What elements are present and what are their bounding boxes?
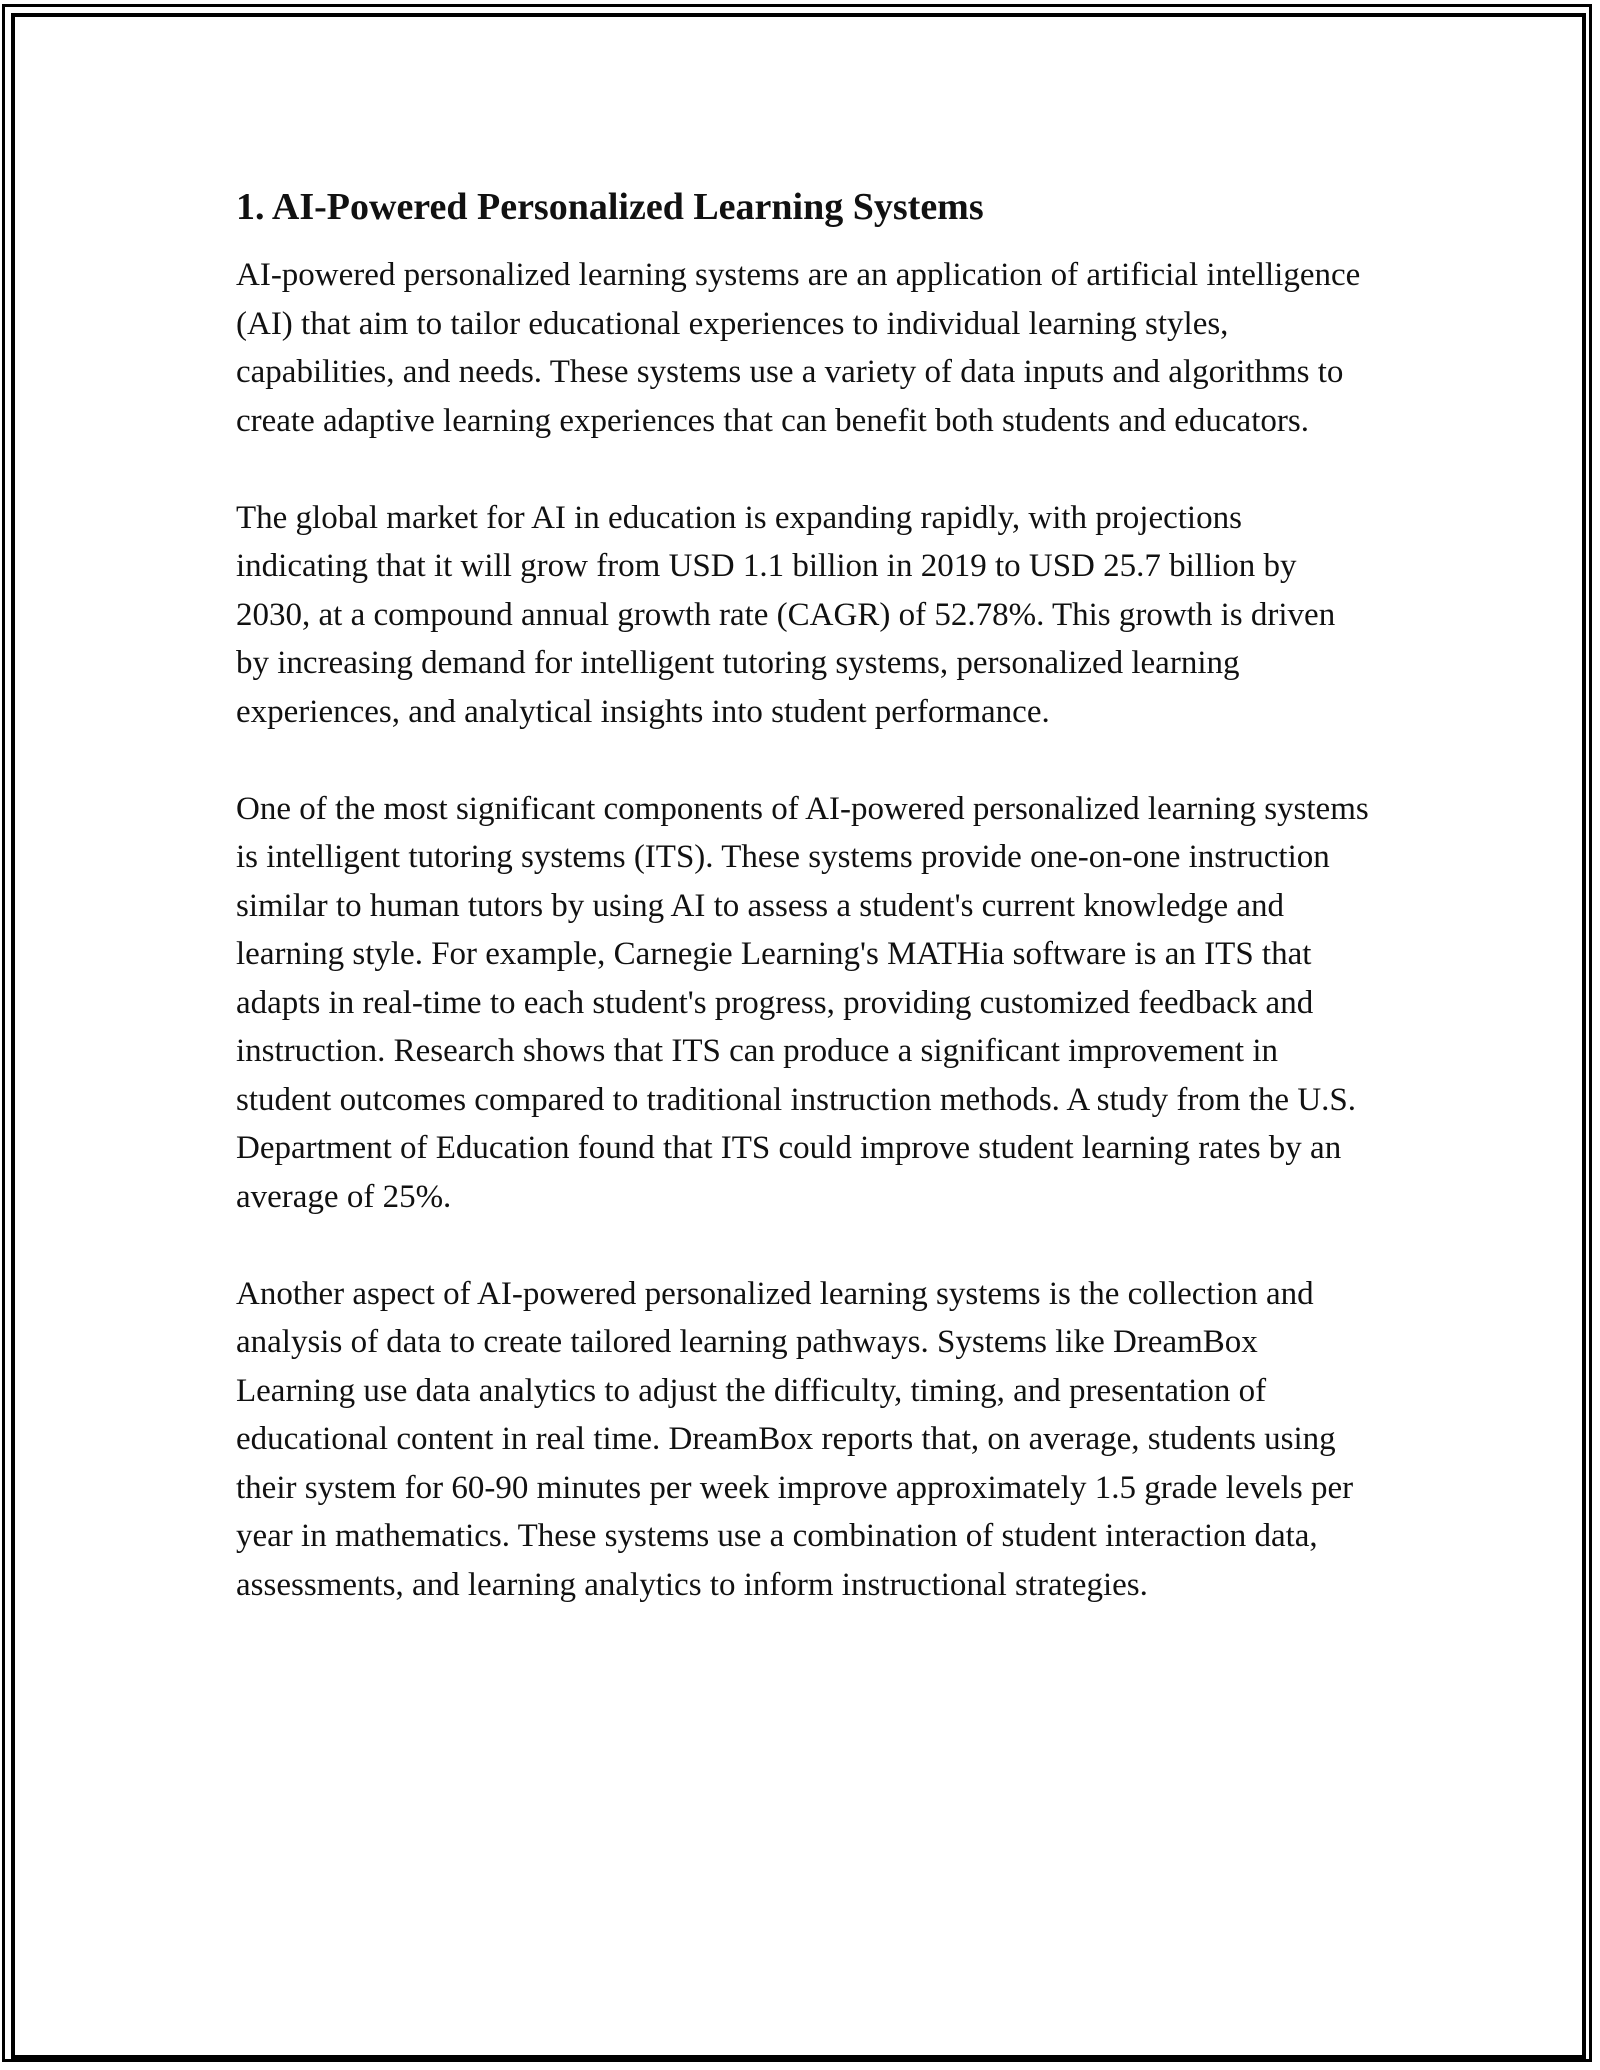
paragraph-its: One of the most significant components of AI-powered personalized learning systems is intelligent tutoring systems (ITS). These systems provide one-on-one instruction similar to human tutors by using AI to assess a student's current knowledge and learning style. For example, Carnegie Learning's MATHia software is an ITS that adapts in real-time to each student's progress, providing customized feedback and instruction. Research shows that ITS can produce a significant improvement in student outcomes compared to traditional instruction methods. A study from the U.S. Department of Education found that ITS could improve student learning rates by an average of 25%. xyxy=(236,790,1369,1215)
paragraph-intro: AI-powered personalized learning systems are an application of artificial intelligence (AI) that aim to tailor educational experiences to individual learning styles, capabilities, and needs. These systems use a variety of data inputs and algorithms to create adaptive learning experiences that can benefit both students and educators. xyxy=(236,257,1361,439)
paragraph-data-analytics: Another aspect of AI-powered personalized learning systems is the collection and analysis of data to create tailored learning pathways. Systems like DreamBox Learning use data analytics to adjust the difficulty, timing, and presentation of educational content in real time. DreamBox reports that, on average, students using their system for 60-90 minutes per week improve approximately 1.5 grade levels per year in mathematics. These systems use a combination of student interaction data, assessments, and learning analytics to inform instructional strategies. xyxy=(236,1275,1354,1603)
paragraph-market: The global market for AI in education is expanding rapidly, with projections indicating that it will grow from USD 1.1 billion in 2019 to USD 25.7 billion by 2030, at a compound annual growth rate (CAGR) of 52.78%. This growth is driven by increasing demand for intelligent tutoring systems, personalized learning experiences, and analytical insights into student performance. xyxy=(236,499,1336,730)
section-heading: 1. AI-Powered Personalized Learning Systems xyxy=(236,186,984,228)
document-body xyxy=(236,183,1376,1658)
